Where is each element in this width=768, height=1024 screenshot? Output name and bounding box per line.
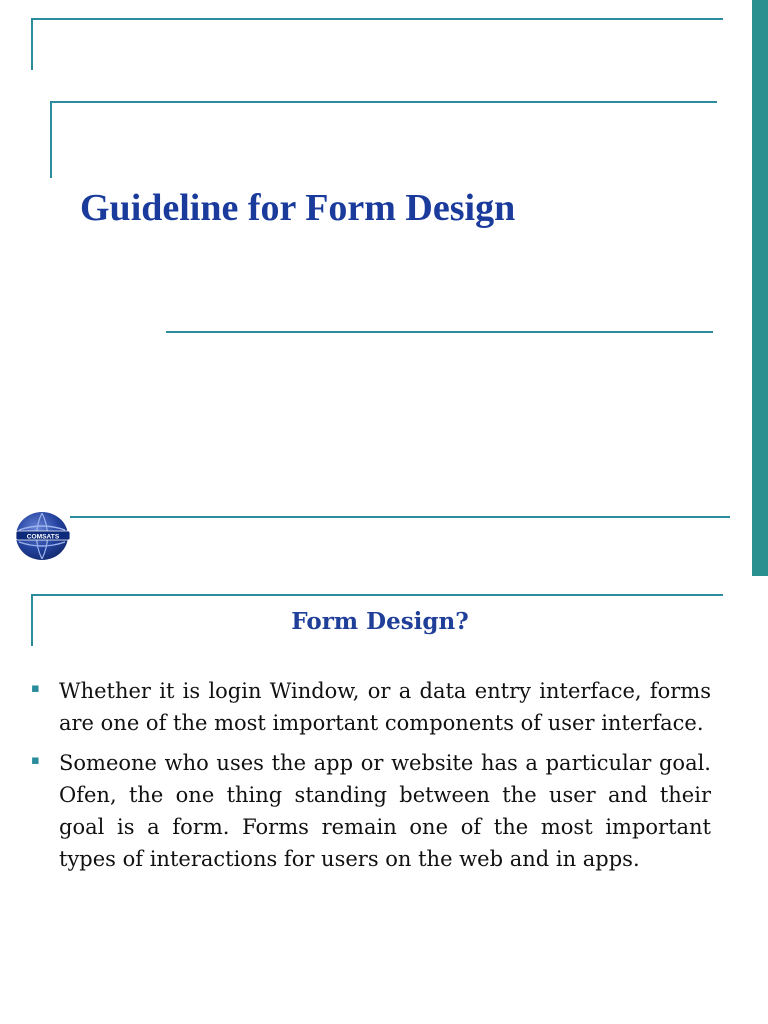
frame-line-left	[31, 18, 33, 70]
slide2-title: Form Design?	[291, 608, 469, 635]
bullet-text: Someone who uses the app or website has a particular goal. Ofen, the one thing standing between the user and their goal is a form. Forms remain one of the most important types of interactions for users on the web and in apps.	[59, 751, 711, 871]
bullet-marker-icon: ▪	[31, 753, 40, 768]
bullet-item	[31, 675, 711, 739]
bullet-item	[31, 747, 711, 875]
svg-text:COMSATS: COMSATS	[26, 533, 60, 541]
bullet-text: Whether it is login Window, or a data entry interface, forms are one of the most important components of user interface.	[59, 679, 711, 735]
comsats-logo-icon	[15, 511, 71, 561]
slide2-frame-line-top	[31, 594, 723, 596]
slide-title: Guideline for Form Design	[80, 187, 516, 229]
frame-line-inner-top	[50, 101, 717, 103]
title-underline	[166, 331, 713, 333]
side-accent-bar	[752, 0, 768, 576]
footer-line	[70, 516, 730, 518]
frame-line-inner-left	[50, 101, 52, 178]
frame-line-top	[31, 18, 723, 20]
bullet-marker-icon: ▪	[31, 681, 40, 696]
bullet-list	[31, 675, 711, 883]
slide2-frame-line-left	[31, 594, 33, 646]
